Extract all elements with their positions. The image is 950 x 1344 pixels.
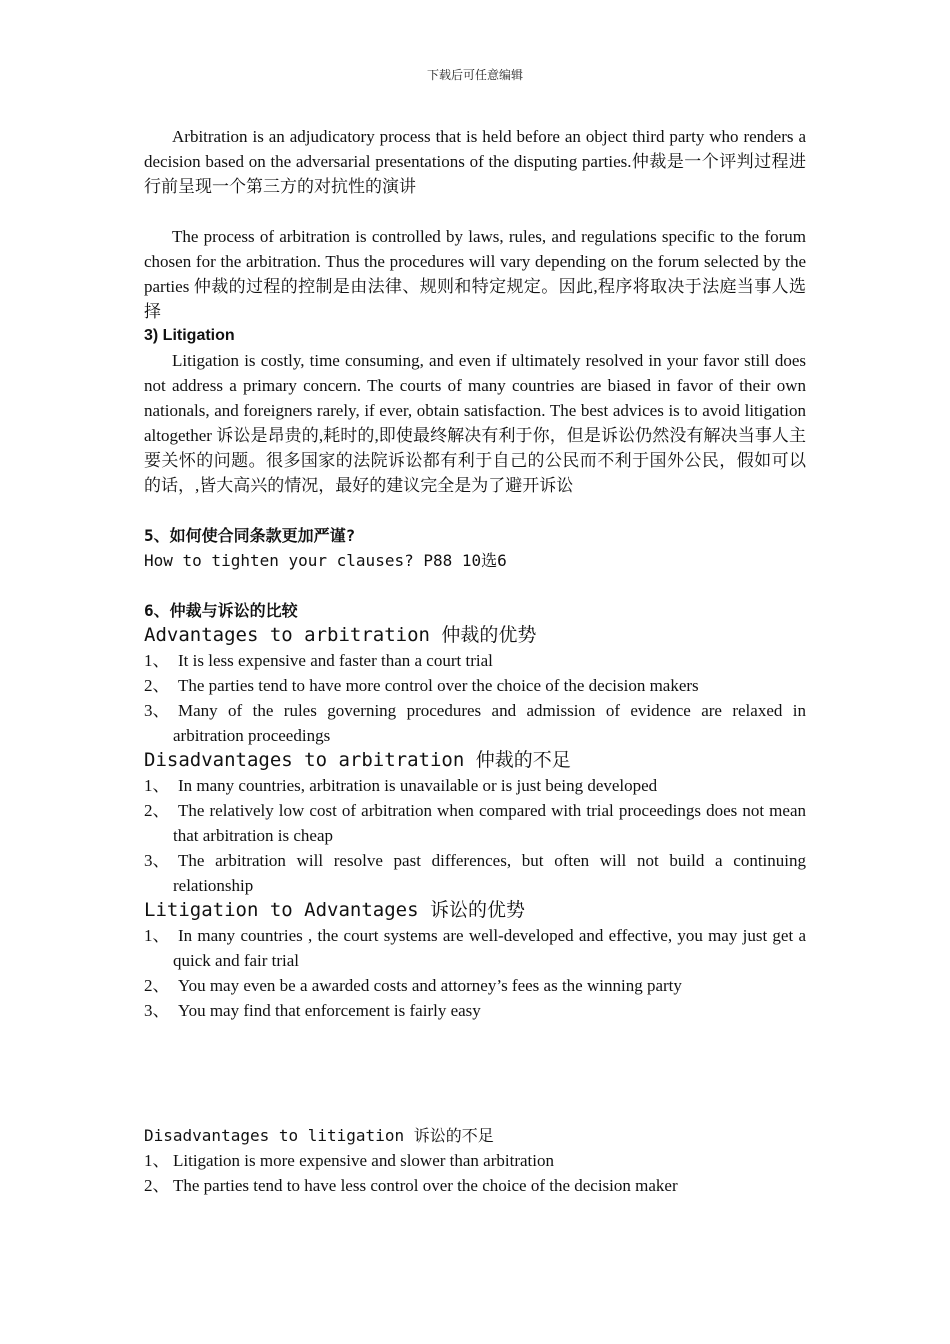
question-5-line: How to tighten your clauses? P88 10选6 [144, 551, 507, 570]
question-6-heading: 6、仲裁与诉讼的比较 [144, 601, 298, 620]
list-item: 3、 You may find that enforcement is fairly easy [144, 1001, 481, 1020]
advantages-litigation-list [144, 923, 806, 1023]
advantages-arbitration-list [144, 648, 806, 748]
advantages-litigation-heading: Litigation to Advantages 诉讼的优势 [144, 899, 525, 921]
list-item: 2、 The relatively low cost of arbitration when compared with trial proceedings does not mean that arbitration is cheap [144, 801, 806, 845]
arbitration-process-paragraph: The process of arbitration is controlled by laws, rules, and regulations specific to the forum chosen for the arbitration. Thus the procedures will vary depending on the forum selected by the parties 仲裁的过程的控制是由法律、规则和特定规定。因此,程序将取决于法庭当事人选择 [144, 227, 806, 321]
litigation-heading: 3) Litigation [144, 327, 235, 344]
disadvantages-arbitration-heading: Disadvantages to arbitration 仲裁的不足 [144, 749, 571, 771]
list-item: 1、 In many countries , the court systems are well-developed and effective, you may just get a quick and fair trial [144, 926, 806, 970]
list-item: 3、 Many of the rules governing procedures and admission of evidence are relaxed in arbitration proceedings [144, 701, 806, 745]
list-item: 1、 It is less expensive and faster than a court trial [144, 651, 493, 670]
list-item: 2、 You may even be a awarded costs and attorney’s fees as the winning party [144, 976, 682, 995]
advantages-arbitration-heading: Advantages to arbitration 仲裁的优势 [144, 624, 537, 646]
list-item: 1、 In many countries, arbitration is unavailable or is just being developed [144, 776, 658, 795]
list-item: 3、 The arbitration will resolve past differences, but often will not build a continuing relationship [144, 851, 806, 895]
document-body [144, 124, 806, 1198]
litigation-paragraph: Litigation is costly, time consuming, and even if ultimately resolved in your favor still does not address a primary concern. The courts of many countries are biased in favor of their own nationals, and foreigners rarely, if ever, obtain satisfaction. The best advices is to avoid litigation altogether 诉讼是昂贵的,耗时的,即使最终解决有利于你，但是诉讼仍然没有解决当事人主要关怀的问题。很多国家的法院诉讼都有利于自己的公民而不利于国外公民，假如可以的话，,皆大高兴的情况，最好的建议完全是为了避开诉讼 [144, 351, 806, 495]
arbitration-definition-paragraph: Arbitration is an adjudicatory process that is held before an object third party who renders a decision based on the adversarial presentations of the disputing parties.仲裁是一个评判过程进行前呈现一个第三方的对抗性的演讲 [144, 127, 806, 196]
list-item: 1、 Litigation is more expensive and slower than arbitration [144, 1151, 554, 1170]
disadvantages-litigation-list [144, 1148, 806, 1198]
list-item: 2、 The parties tend to have less control over the choice of the decision maker [144, 1176, 678, 1195]
disadvantages-arbitration-list [144, 773, 806, 898]
list-item: 2、 The parties tend to have more control over the choice of the decision makers [144, 676, 699, 695]
page-header: 下载后可任意编辑 [426, 68, 523, 82]
disadvantages-litigation-heading: Disadvantages to litigation 诉讼的不足 [144, 1126, 494, 1145]
question-5-heading: 5、如何使合同条款更加严谨? [144, 526, 356, 545]
